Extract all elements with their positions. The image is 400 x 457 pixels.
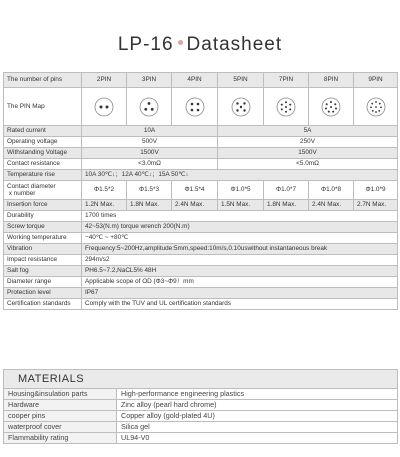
spec-table: [3, 72, 398, 310]
protection-level-value: IP67: [82, 288, 398, 299]
durability-value: 1700 times: [82, 211, 398, 222]
protection-level-label: Protection level: [4, 288, 82, 299]
insertion-force-4: 2.4N Max.: [172, 200, 218, 211]
withstanding-voltage-high: 1500V: [218, 148, 398, 159]
contact-diameter-2: Φ1.5*2: [82, 181, 127, 200]
pin-count-2: 2PIN: [82, 73, 127, 88]
contact-resistance-label: Contact resistance: [4, 159, 82, 170]
contact-diameter-5: Φ1.0*5: [218, 181, 264, 200]
pin-count-8: 8PIN: [309, 73, 354, 88]
salt-fog-label: Salt fog: [4, 266, 82, 277]
pin-count-4: 4PIN: [172, 73, 218, 88]
materials-row: [4, 422, 398, 433]
row-salt-fog: [4, 266, 398, 277]
contact-resistance-low: <3.0mΩ: [82, 159, 218, 170]
pin-count-9: 9PIN: [354, 73, 398, 88]
rated-current-label: Rated current: [4, 126, 82, 137]
pin-map-2-icon: [94, 97, 114, 117]
insertion-force-2: 1.2N Max.: [82, 200, 127, 211]
temperature-rise-value: 10A 30℃↓；12A 40℃↓；15A 50℃↓: [82, 170, 398, 181]
row-withstanding-voltage: [4, 148, 398, 159]
row-rated-current: [4, 126, 398, 137]
row-contact-resistance: [4, 159, 398, 170]
materials-table: [3, 369, 398, 444]
materials-row: [4, 389, 398, 400]
row-vibration: [4, 244, 398, 255]
rated-current-low: 10A: [82, 126, 218, 137]
title-model: LP-16: [117, 34, 174, 55]
row-operating-voltage: [4, 137, 398, 148]
row-contact-diameter: [4, 181, 398, 200]
pin-map-4-icon: [185, 97, 205, 117]
pin-count-label: The number of pins: [4, 73, 82, 88]
pin-map-8-icon: [321, 97, 341, 117]
material-value-housing: High-performance engineering plastics: [117, 389, 398, 400]
diameter-range-value: Applicable scope of OD (Φ3~Φ9）mm: [82, 277, 398, 288]
contact-diameter-4: Φ1.5*4: [172, 181, 218, 200]
datasheet-title: [0, 34, 400, 56]
certification-value: Comply with the TUV and UL certification standards: [82, 299, 398, 310]
pin-count-5: 5PIN: [218, 73, 264, 88]
contact-diameter-label: [4, 181, 82, 200]
row-insertion-force: [4, 200, 398, 211]
materials-heading: MATERIALS: [4, 370, 398, 389]
row-certification: [4, 299, 398, 310]
pin-map-3-icon: [139, 97, 159, 117]
row-diameter-range: [4, 277, 398, 288]
material-value-hardware: Zinc alloy (pearl hard chrome): [117, 400, 398, 411]
row-temperature-rise: [4, 170, 398, 181]
contact-diameter-label-line1: Contact diameter: [7, 182, 56, 190]
row-protection-level: [4, 288, 398, 299]
material-key-cover: waterproof cover: [4, 422, 117, 433]
row-impact-resistance: [4, 255, 398, 266]
operating-voltage-low: 500V: [82, 137, 218, 148]
contact-resistance-high: <5.0mΩ: [218, 159, 398, 170]
materials-row: [4, 433, 398, 444]
material-key-housing: Housing&insulation parts: [4, 389, 117, 400]
operating-voltage-label: Operating voltage: [4, 137, 82, 148]
impact-resistance-value: 294m/s2: [82, 255, 398, 266]
pin-map-5-icon: [231, 97, 251, 117]
pin-count-3: 3PIN: [127, 73, 172, 88]
row-durability: [4, 211, 398, 222]
impact-resistance-label: Impact resistance: [4, 255, 82, 266]
material-value-pins: Copper alloy (gold-plated 4U): [117, 411, 398, 422]
insertion-force-8: 2.4N Max.: [309, 200, 354, 211]
pin-map-label: The PIN Map: [4, 88, 82, 126]
pin-count-7: 7PIN: [264, 73, 309, 88]
operating-voltage-high: 250V: [218, 137, 398, 148]
contact-diameter-9: Φ1.0*9: [354, 181, 398, 200]
insertion-force-5: 1.5N Max.: [218, 200, 264, 211]
contact-diameter-7: Φ1.0*7: [264, 181, 309, 200]
row-pin-count: [4, 73, 398, 88]
row-pin-map: [4, 88, 398, 126]
materials-header-row: [4, 370, 398, 389]
temperature-rise-label: Temperature rise: [4, 170, 82, 181]
material-key-flammability: Flammability rating: [4, 433, 117, 444]
working-temperature-label: Working temperature: [4, 233, 82, 244]
materials-row: [4, 400, 398, 411]
insertion-force-label: Insertion force: [4, 200, 82, 211]
insertion-force-3: 1.8N Max.: [127, 200, 172, 211]
row-working-temperature: [4, 233, 398, 244]
material-value-flammability: UL94-V0: [117, 433, 398, 444]
row-screw-torque: [4, 222, 398, 233]
materials-row: [4, 411, 398, 422]
contact-diameter-3: Φ1.5*3: [127, 181, 172, 200]
material-key-pins: cooper pins: [4, 411, 117, 422]
material-key-hardware: Hardware: [4, 400, 117, 411]
insertion-force-9: 2.7N Max.: [354, 200, 398, 211]
working-temperature-value: −40℃ ~ +80℃: [82, 233, 398, 244]
contact-diameter-8: Φ1.0*8: [309, 181, 354, 200]
contact-diameter-label-line2: x number: [7, 190, 36, 197]
vibration-label: Vibration: [4, 244, 82, 255]
withstanding-voltage-low: 1500V: [82, 148, 218, 159]
withstanding-voltage-label: Withstanding Voltage: [4, 148, 82, 159]
salt-fog-value: PH6.5~7.2,NaCL5% 48H: [82, 266, 398, 277]
certification-label: Certification standards: [4, 299, 82, 310]
screw-torque-label: Screw torque: [4, 222, 82, 233]
pin-map-7-icon: [276, 97, 296, 117]
title-subtitle: Datasheet: [186, 34, 283, 55]
insertion-force-7: 1.8N Max.: [264, 200, 309, 211]
pin-map-9-icon: [366, 97, 386, 117]
rated-current-high: 5A: [218, 126, 398, 137]
screw-torque-value: 42~53(N.m) torque wrench 200(N.m): [82, 222, 398, 233]
diameter-range-label: Diameter range: [4, 277, 82, 288]
durability-label: Durability: [4, 211, 82, 222]
title-separator-dot: [178, 40, 183, 45]
material-value-cover: Silica gel: [117, 422, 398, 433]
vibration-value: Frequency:5~200Hz,amplitude:5mm,speed:10m/s,0.10uswithout instantaneous break: [82, 244, 398, 255]
